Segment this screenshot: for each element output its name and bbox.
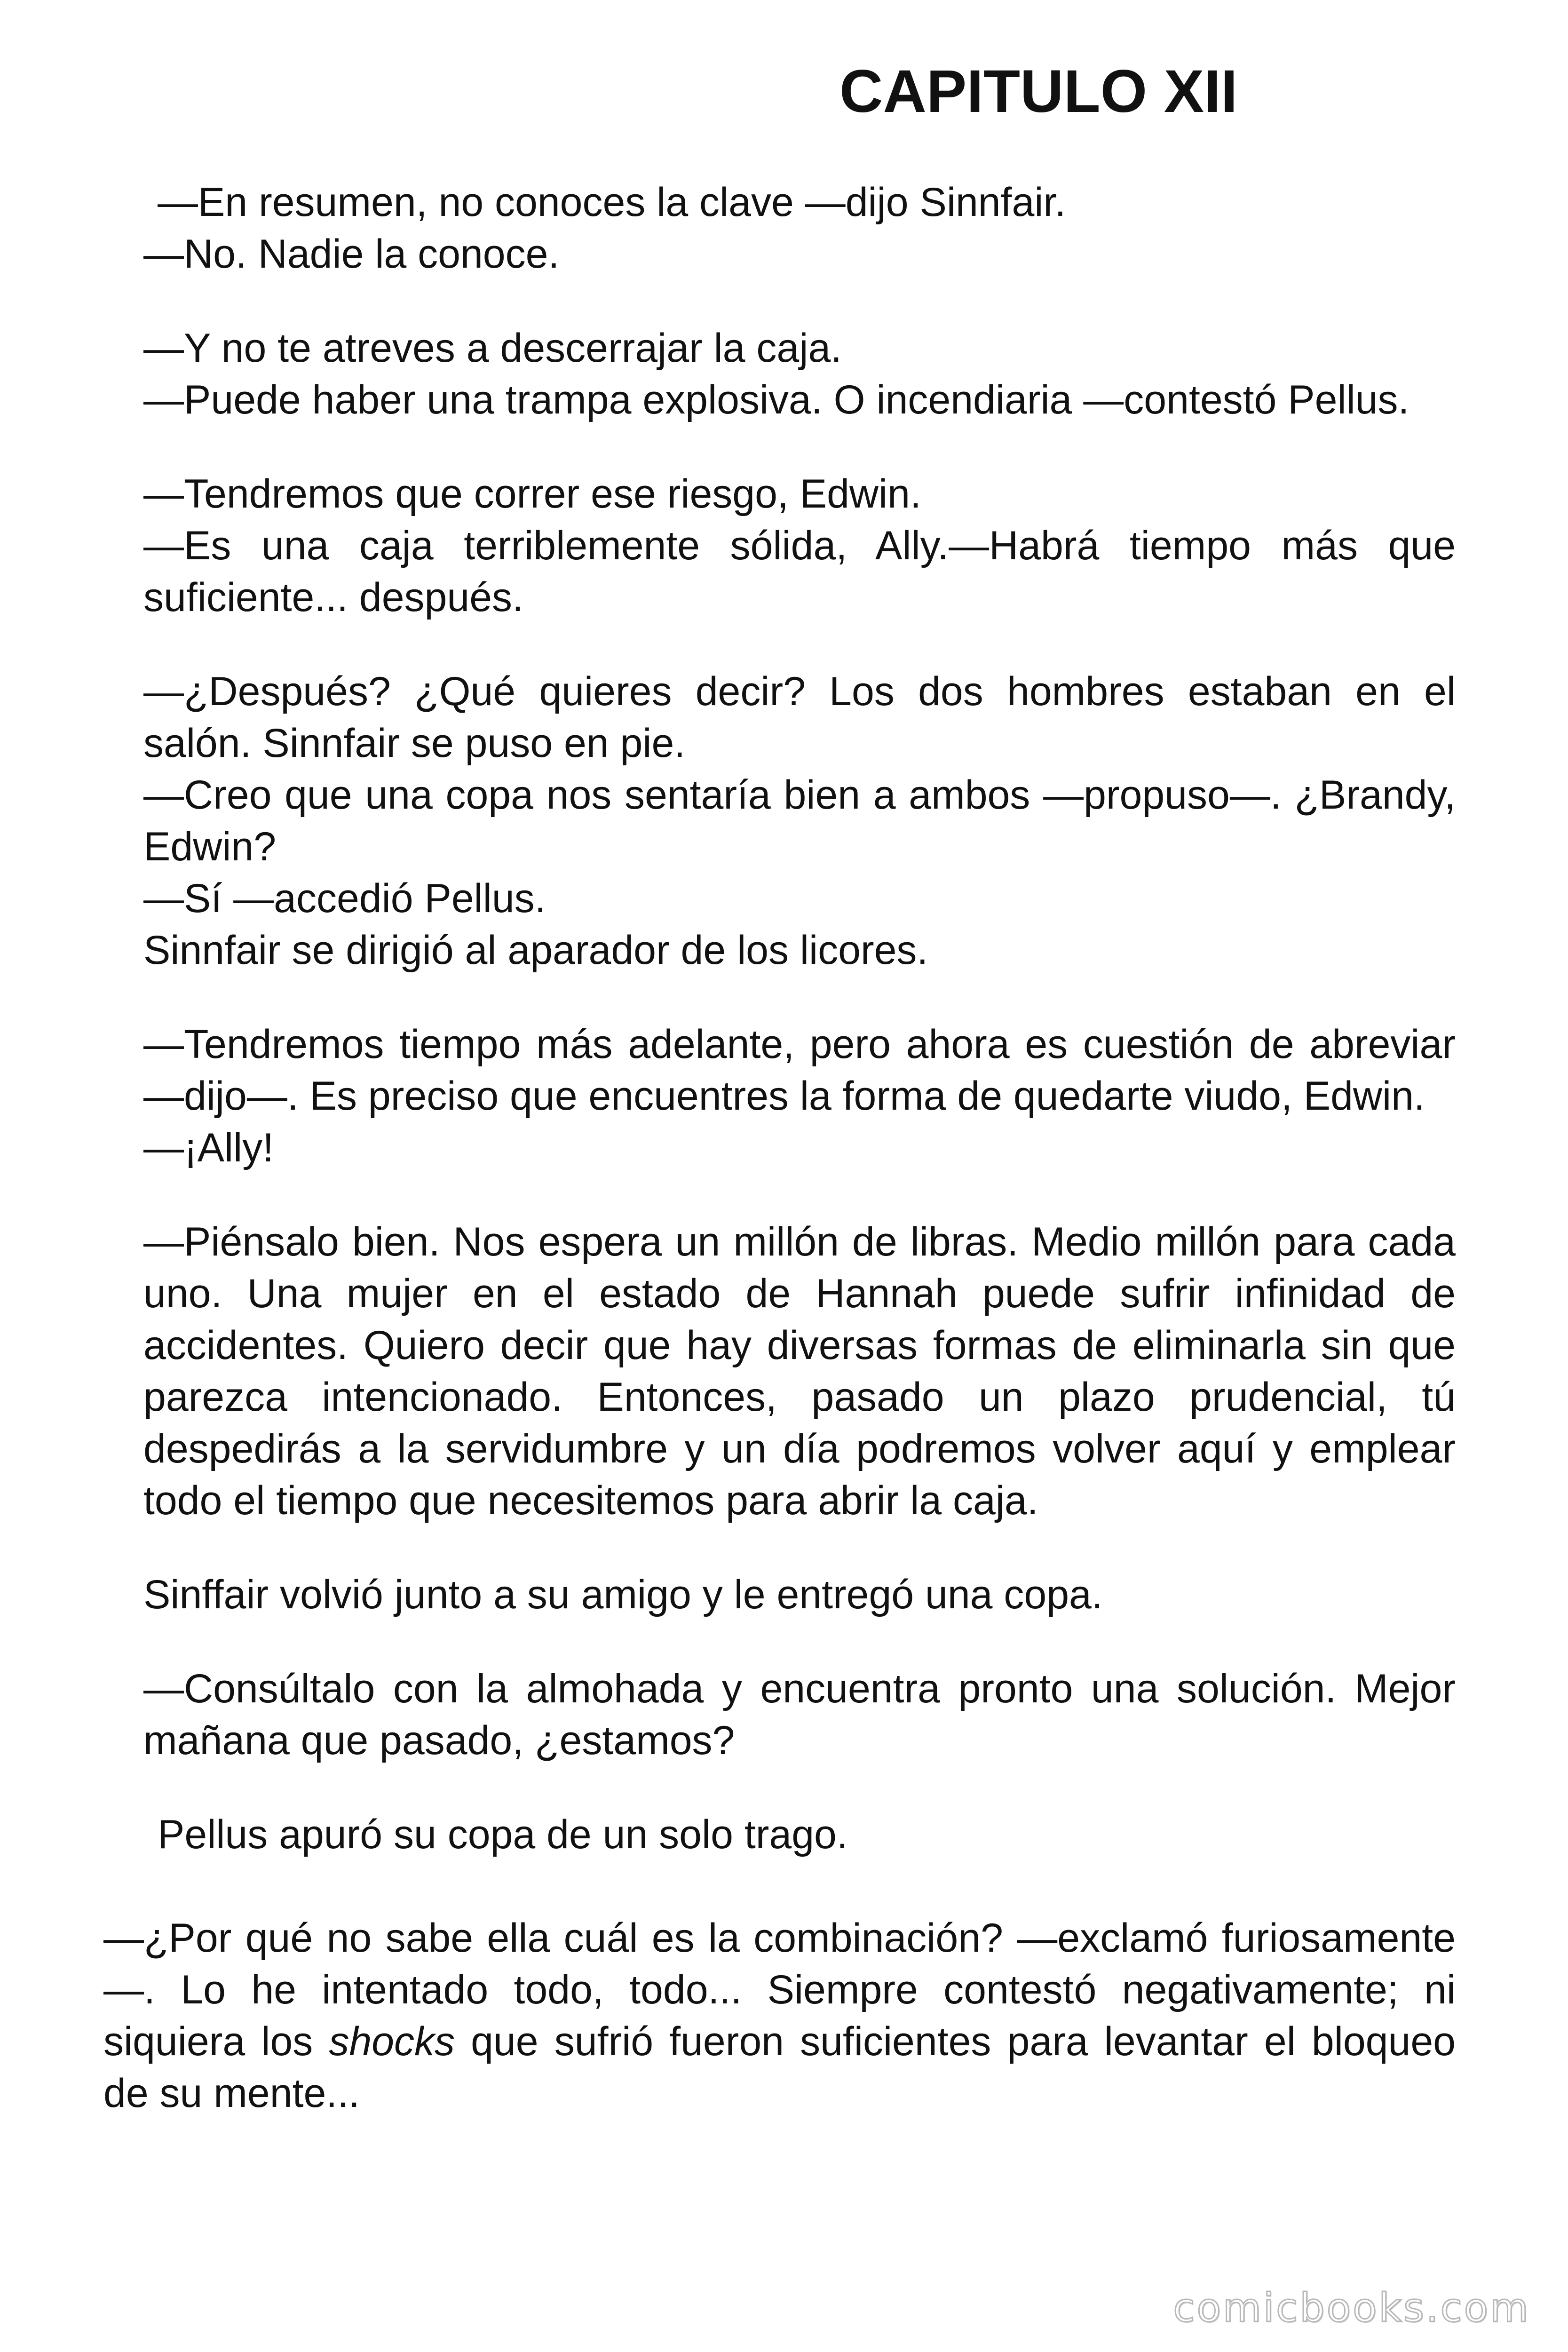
final-paragraph-text: —¿Por qué no sabe ella cuál es la combinación? —exclamó furiosamente—. Lo he intentado todo, todo... Siempre contestó negativamente; ni siquiera los — [103, 1915, 1456, 2064]
paragraph: Pellus apuró su copa de un solo trago. — [158, 1812, 848, 1857]
paragraph-gap — [143, 1174, 1456, 1216]
paragraph: —Creo que una copa nos sentaría bien a ambos —propuso—. ¿Brandy, Edwin? — [143, 772, 1456, 869]
chapter-title: CAPITULO XII — [839, 58, 1238, 125]
paragraph: —Sí —accedió Pellus. — [143, 876, 546, 921]
paragraph: —Consúltalo con la almohada y encuentra pronto una solución. Mejor mañana que pasado, ¿estamos? — [143, 1666, 1456, 1763]
paragraph: Sinnfair se dirigió al aparador de los licores. — [143, 928, 928, 973]
final-paragraph — [103, 1912, 1456, 2119]
paragraph: —Piénsalo bien. Nos espera un millón de libras. Medio millón para cada uno. Una mujer en el estado de Hannah puede sufrir infinidad de accidentes. Quiero decir que hay diversas formas de eliminarla sin que parezca intencionado. Entonces, pasado un plazo prudencial, tú despedirás a la servidumbre y un día podremos volver aquí y emplear todo el tiempo que necesitemos para abrir la caja. — [143, 1219, 1456, 1523]
paragraph: —¡Ally! — [143, 1125, 274, 1170]
paragraph-gap — [143, 1766, 1456, 1809]
paragraph-gap — [143, 1621, 1456, 1663]
paragraph: —No. Nadie la conoce. — [143, 231, 560, 277]
paragraph-gap — [143, 976, 1456, 1018]
paragraph: —En resumen, no conoces la clave —dijo Sinnfair. — [158, 180, 1066, 225]
paragraph-gap — [143, 426, 1456, 468]
paragraph: —Y no te atreves a descerrajar la caja. — [143, 326, 842, 371]
paragraph: Sinffair volvió junto a su amigo y le entregó una copa. — [143, 1572, 1103, 1617]
paragraph: —Tendremos que correr ese riesgo, Edwin. — [143, 471, 921, 516]
site-watermark: comicbooks.com — [1173, 2285, 1530, 2331]
paragraph: —¿Después? ¿Qué quieres decir? Los dos hombres estaban en el salón. Sinnfair se puso en pie. — [143, 669, 1456, 766]
final-paragraph-emphasis: shocks — [329, 2019, 455, 2064]
paragraph: —Es una caja terriblemente sólida, Ally.—Habrá tiempo más que suficiente... después. — [143, 523, 1456, 620]
paragraph: —Puede haber una trampa explosiva. O incendiaria —contestó Pellus. — [143, 377, 1410, 422]
paragraph: —Tendremos tiempo más adelante, pero ahora es cuestión de abreviar —dijo—. Es preciso que encuentres la forma de quedarte viudo, Edwin. — [143, 1022, 1456, 1119]
paragraph-gap — [143, 1860, 1456, 1912]
paragraph-gap — [143, 280, 1456, 322]
final-paragraph-text: que sufrió fueron suficientes para levantar el bloqueo de su mente... — [103, 2019, 1456, 2116]
paragraph-gap — [143, 623, 1456, 666]
chapter-body — [103, 176, 1456, 2119]
paragraph-gap — [143, 1526, 1456, 1569]
